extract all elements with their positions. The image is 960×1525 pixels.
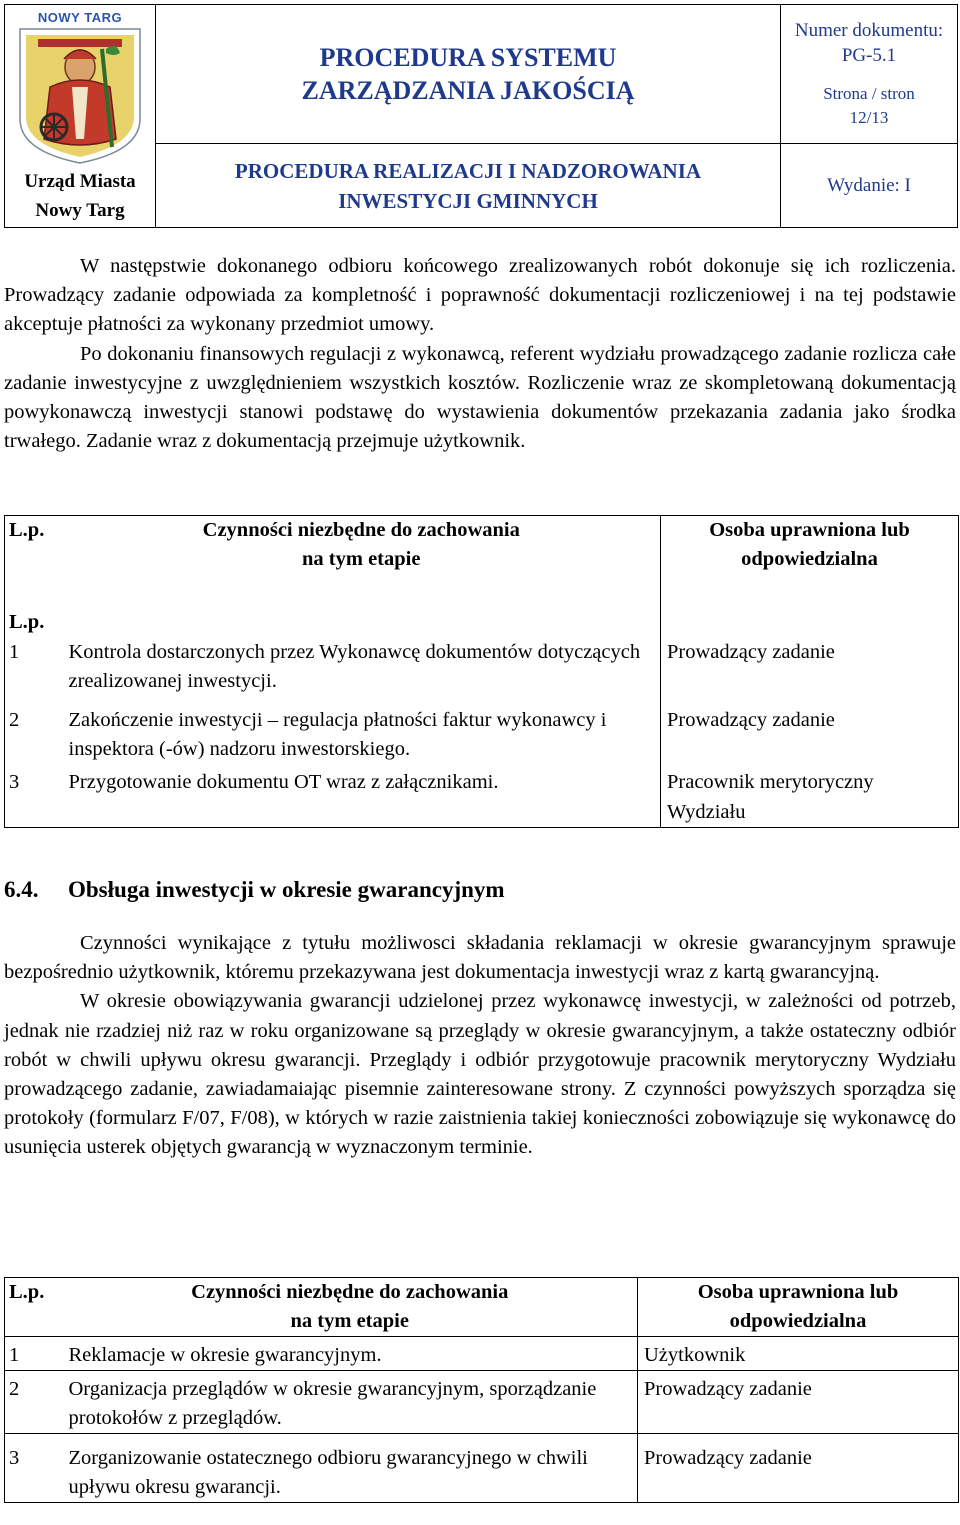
section-number: 6.4. [4, 877, 39, 902]
table1-head-activity-line2: na tym etapie [302, 548, 421, 571]
system-title-line1: PROCEDURA SYSTEMU [319, 43, 617, 72]
logo-cell [5, 5, 156, 228]
system-title-cell [156, 5, 781, 144]
system-title-line2: ZARZĄDZANIA JAKOŚCIĄ [301, 76, 635, 105]
table1-row3-person: Pracownik merytoryczny Wydziału [661, 768, 959, 827]
intro-text [4, 252, 956, 456]
activity-table-2 [4, 1277, 959, 1503]
intro-paragraph-2: Po dokonaniu finansowych regulacji z wykonawcą, referent wydziału prowadzącego zadanie rozlicza całe zadanie inwestycyjne z uwzględnieniem wszystkich kosztów. Rozliczenie wraz ze skompletowaną dokumentacją powykonawczą inwestycji stanowi podstawę do wystawienia dokumentów przekazania zadania jako środka trwałego. Zadanie wraz z dokumentacją przejmuje użytkownik. [4, 342, 956, 453]
doc-number: PG-5.1 [841, 45, 897, 66]
section-title: Obsługa inwestycji w okresie gwarancyjnym [68, 877, 505, 902]
document-header [4, 4, 958, 228]
table2-head-activity [63, 1278, 638, 1337]
table2-row2-lp: 2 [5, 1375, 63, 1434]
page-value: 12/13 [849, 108, 889, 127]
table1-row1-activity: Kontrola dostarczonych przez Wykonawcę dokumentów dotyczących zrealizowanej inwestycji. [68, 640, 641, 692]
table-row [5, 1375, 959, 1434]
section-text [4, 929, 956, 1163]
table2-row1-person: Użytkownik [638, 1341, 959, 1371]
section-paragraph-1: Czynności wynikające z tytułu możliwosci składania reklamacji w okresie gwarancyjnym sprawuje bezpośrednio użytkownik, któremu przekazywana jest dokumentacja inwestycji wraz z kartą gwarancyjną. [4, 932, 956, 984]
section-heading [4, 874, 505, 906]
table1-row1-lp: 1 [5, 638, 63, 696]
table1-row3-lp: 3 [5, 768, 63, 827]
table2-head-activity-line2: na tym etapie [290, 1310, 409, 1333]
page-label: Strona / stron [823, 84, 915, 103]
intro-paragraph-1: W następstwie dokonanego odbioru końcowego zrealizowanych robót dokonuje się ich rozliczenia. Prowadzący zadanie odpowiada za kompletność i poprawność dokumentacji rozliczeniowej i na tej podstawie akceptuje płatności za wykonany przedmiot umowy. [4, 255, 956, 336]
office-name-line1: Urząd Miasta [24, 170, 136, 192]
table2-head-person-line2: odpowiedzialna [729, 1310, 867, 1333]
table2-head-person [638, 1278, 959, 1337]
table-row [5, 1341, 959, 1371]
table1-row2-person: Prowadzący zadanie [661, 706, 959, 764]
table1-head-person [661, 516, 959, 575]
table1-head-activity-line1: Czynności niezbędne do zachowania [202, 519, 520, 541]
table2-head-activity-line1: Czynności niezbędne do zachowania [191, 1281, 509, 1303]
city-coat-of-arms-icon [16, 27, 144, 165]
section-paragraph-2: W okresie obowiązywania gwarancji udzielonej przez wykonawcę inwestycji, w zależności od potrzeb, jednak nie rzadziej niż raz w roku organizowane są przeglądy w okresie gwarancyjnym, a także ostateczny odbiór robót w chwili upływu okresu gwarancji. Przeglądy i odbiór przygotowuje pracownik merytoryczny Wydziału prowadzącego zadanie, zawiadamaiając pisemnie zainteresowane strony. Z czynności powyższych sporządza się protokoły (formularz F/07, F/08), w których w razie zaistnienia takiej konieczności zobowiązuje się wykonawcę do usunięcia usterek objętych gwarancją w wyznaczonym terminie. [4, 990, 956, 1159]
doc-info-cell [781, 5, 958, 144]
table2-row1-activity: Reklamacje w okresie gwarancyjnym. [63, 1341, 638, 1371]
table2-row2-activity: Organizacja przeglądów w okresie gwarancyjnym, sporządzanie protokołów z przeglądów. [63, 1375, 638, 1434]
table2-row1-lp: 1 [5, 1341, 63, 1371]
logo-title: NOWY TARG [37, 9, 123, 25]
table2-row3-lp: 3 [5, 1444, 63, 1503]
table1-sub-lp: L.p. [5, 608, 63, 637]
table-row [5, 638, 959, 696]
table-row [5, 768, 959, 827]
edition: Wydanie: I [827, 175, 911, 196]
table1-head-activity [63, 516, 661, 575]
table-row [5, 1444, 959, 1503]
table1-head-person-line1: Osoba uprawniona lub [709, 519, 910, 541]
procedure-title-cell [156, 144, 781, 228]
table2-row3-person: Prowadzący zadanie [638, 1444, 959, 1503]
table1-head-person-line2: odpowiedzialna [741, 548, 878, 571]
table1-row2-lp: 2 [5, 706, 63, 764]
table2-head-person-line1: Osoba uprawniona lub [697, 1281, 899, 1303]
table2-row2-person: Prowadzący zadanie [638, 1375, 959, 1434]
procedure-title-line1: PROCEDURA REALIZACJI I NADZOROWANIA [234, 158, 702, 183]
table2-row3-activity: Zorganizowanie ostatecznego odbioru gwarancyjnego w chwili upływu okresu gwarancji. [63, 1444, 638, 1503]
table1-row3-activity: Przygotowanie dokumentu OT wraz z załącznikami. [63, 768, 661, 827]
doc-number-label: Numer dokumentu: [794, 20, 944, 41]
office-name-line2: Nowy Targ [35, 199, 125, 221]
activity-table-1 [4, 515, 959, 828]
table1-head-lp: L.p. [5, 516, 63, 575]
table1-row1-person: Prowadzący zadanie [661, 638, 959, 696]
procedure-title-line2: INWESTYCJI GMINNYCH [338, 188, 598, 213]
table1-row2-activity: Zakończenie inwestycji – regulacja płatności faktur wykonawcy i inspektora (-ów) nadzoru inwestorskiego. [68, 709, 607, 761]
edition-cell [781, 144, 958, 228]
table-row [5, 706, 959, 764]
table2-head-lp: L.p. [5, 1278, 63, 1337]
